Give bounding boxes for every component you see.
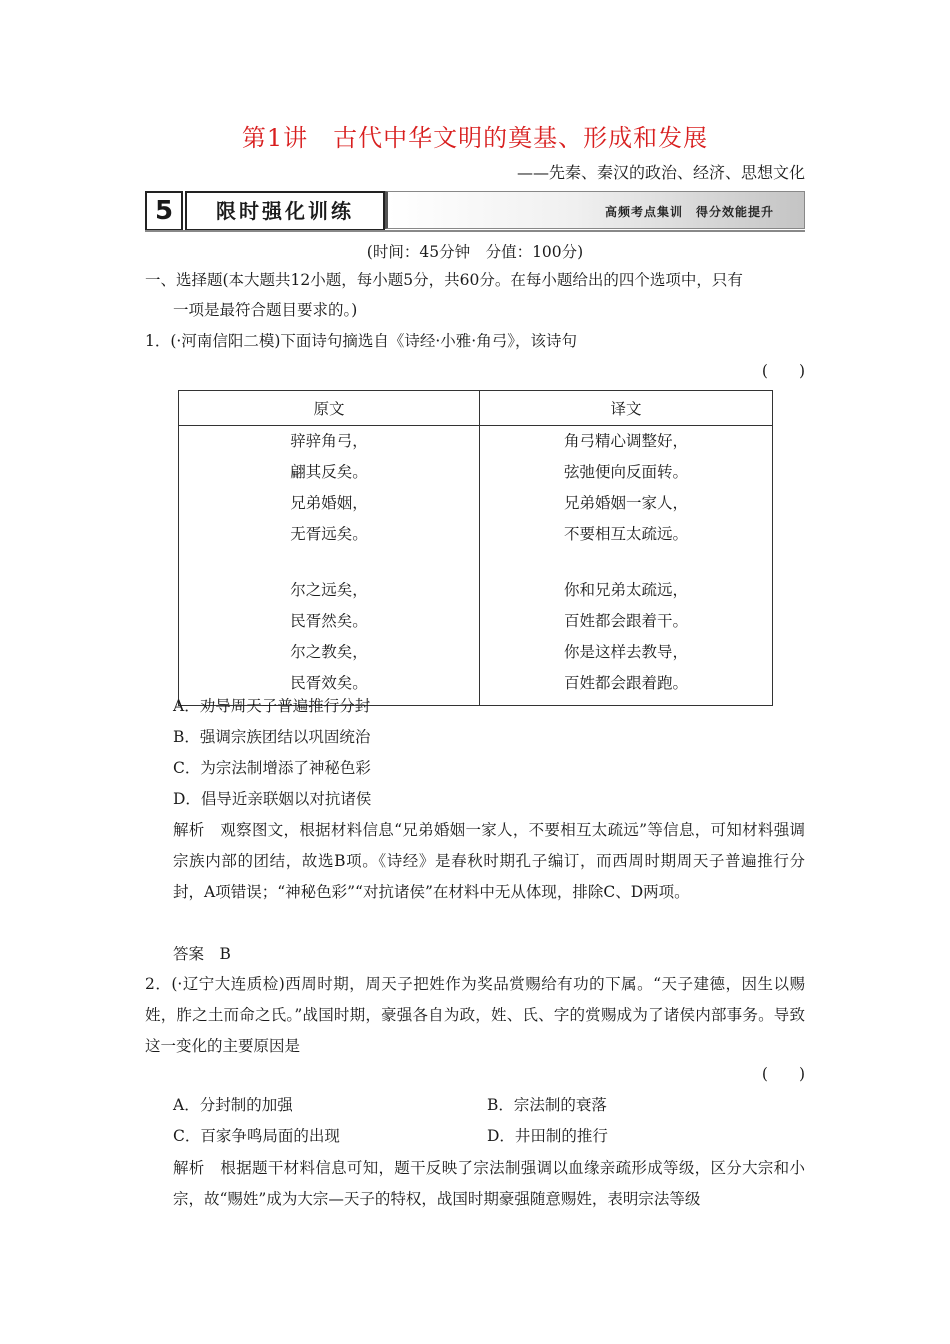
q1-answer-bracket: ( ) [761,362,805,380]
q1-analysis: 解析 观察图文，根据材料信息“兄弟婚姻一家人，不要相互太疏远”等信息，可知材料强调宗族内部的团结，故选B项。《诗经》是春秋时期孔子编订，而西周时期周天子普遍推行分封，A项错误；“神秘色彩”“对抗诸侯”在材料中无从体现，排除C、D两项。 [173,821,805,901]
banner-gradient-bar [385,191,805,229]
q2-stem: 2．(·辽宁大连质检)西周时期，周天子把姓作为奖品赏赐给有功的下属。“天子建德，因生以赐姓，胙之土而命之氏。”战国时期，豪强各自为政，姓、氏、字的赏赐成为了诸侯内部事务。导致这一变化的主要原因是 [145,975,805,1055]
translation-line: 百姓都会跟着跑。 [563,674,688,692]
banner-number: 5 [145,191,183,231]
poem-line: 民胥效矣。 [290,674,368,692]
translation-line: 你和兄弟太疏远， [563,581,688,599]
q1-option-b: B．强调宗族团结以巩固统治 [173,728,371,746]
poem-translation-column [480,426,773,706]
poem-line: 民胥然矣。 [290,612,368,630]
poem-header-translation: 译文 [480,391,773,426]
q2-option-a: A．分封制的加强 [173,1096,293,1114]
translation-line: 弦弛便向反面转。 [563,463,688,481]
q2-option-d: D．井田制的推行 [487,1127,608,1145]
page-title: 第1讲 古代中华文明的奠基、形成和发展 [241,124,709,152]
poem-header-original: 原文 [179,391,480,426]
translation-line: 兄弟婚姻一家人， [563,494,688,512]
translation-line: 角弓精心调整好， [563,432,688,450]
poem-table [178,390,773,706]
section-heading-line1: 一、选择题(本大题共12小题，每小题5分，共60分。在每小题给出的四个选项中，只有 [145,271,743,289]
section-heading-line2: 一项是最符合题目要求的。) [173,301,358,319]
poem-line: 尔之教矣， [290,643,368,661]
exam-meta: (时间：45分钟 分值：100分) [366,243,584,261]
q1-option-c: C．为宗法制增添了神秘色彩 [173,759,371,777]
section-banner [145,191,805,231]
banner-divider [145,230,805,232]
q1-answer: 答案 B [173,945,231,963]
poem-line: 无胥远矣。 [290,525,368,543]
q2-option-b: B．宗法制的衰落 [487,1096,607,1114]
q1-stem: 1．(·河南信阳二模)下面诗句摘选自《诗经·小雅·角弓》，该诗句 [145,332,577,350]
q1-option-d: D．倡导近亲联姻以对抗诸侯 [173,790,372,808]
q1-option-a: A．劝导周天子普遍推行分封 [173,697,371,715]
translation-line: 不要相互太疏远。 [563,525,688,543]
q2-analysis: 解析 根据题干材料信息可知，题干反映了宗法制强调以血缘亲疏形成等级，区分大宗和小宗，故“赐姓”成为大宗—天子的特权，战国时期豪强随意赐姓，表明宗法等级 [173,1159,805,1208]
banner-slogan: 高频考点集训 得分效能提升 [604,205,774,219]
q2-option-c: C．百家争鸣局面的出现 [173,1127,340,1145]
poem-line: 尔之远矣， [290,581,368,599]
poem-line: 骍骍角弓， [290,432,368,450]
q2-answer-bracket: ( ) [761,1065,805,1083]
page-subtitle: ——先秦、秦汉的政治、经济、思想文化 [516,163,805,182]
poem-line: 翩其反矣。 [290,463,368,481]
translation-line: 百姓都会跟着干。 [563,612,688,630]
translation-line: 你是这样去教导， [563,643,688,661]
poem-original-column [179,426,480,706]
poem-line: 兄弟婚姻， [290,494,368,512]
banner-label: 限时强化训练 [185,191,385,231]
